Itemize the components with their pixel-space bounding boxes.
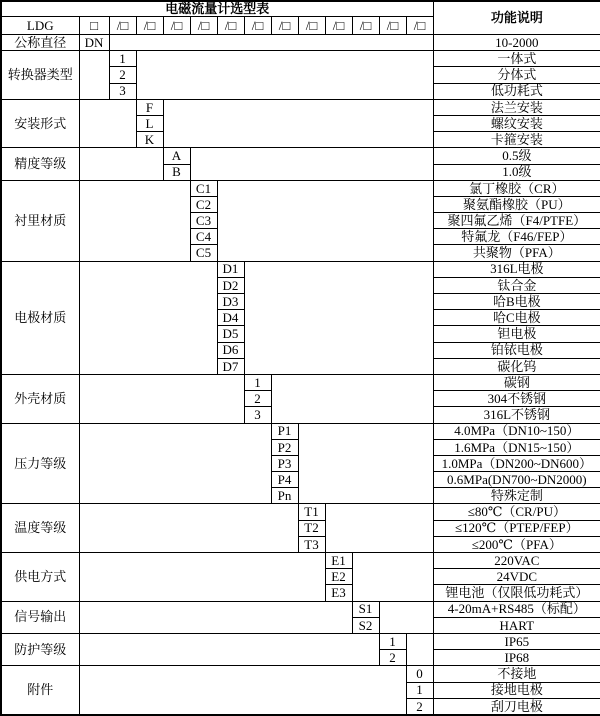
code-cell: C4 xyxy=(190,229,217,245)
code-cell: 1 xyxy=(244,374,271,390)
filler-cell xyxy=(79,553,325,602)
table-row xyxy=(1,633,600,649)
model-code-segment: /□ xyxy=(271,16,298,34)
filler-cell xyxy=(352,553,433,602)
model-prefix: LDG xyxy=(1,16,79,34)
code-cell: P3 xyxy=(271,455,298,471)
table-row xyxy=(1,180,600,196)
filler-cell xyxy=(163,99,433,148)
model-code-segment: /□ xyxy=(352,16,379,34)
table-row xyxy=(1,99,600,115)
model-code-segment: /□ xyxy=(406,16,433,34)
desc-cell: 聚氨酯橡胶（PU） xyxy=(433,196,600,212)
code-cell: B xyxy=(163,164,190,180)
filler-cell xyxy=(298,423,433,504)
code-cell: F xyxy=(136,99,163,115)
table-row xyxy=(1,35,600,51)
filler-cell xyxy=(217,180,433,261)
filler-cell xyxy=(79,99,136,148)
code-cell: 1 xyxy=(379,633,406,649)
model-code-segment: /□ xyxy=(109,16,136,34)
desc-cell: 锂电池（仅限低功耗式） xyxy=(433,585,600,601)
desc-cell: 特殊定制 xyxy=(433,488,600,504)
desc-cell: 哈C电极 xyxy=(433,310,600,326)
code-cell: C1 xyxy=(190,180,217,196)
desc-cell: 钛合金 xyxy=(433,277,600,293)
code-cell: E1 xyxy=(325,553,352,569)
desc-cell: HART xyxy=(433,617,600,633)
desc-cell: ≤80℃（CR/PU） xyxy=(433,504,600,520)
desc-cell: 一体式 xyxy=(433,51,600,67)
desc-cell: 0.6MPa(DN700~DN2000) xyxy=(433,472,600,488)
desc-cell: 哈B电极 xyxy=(433,294,600,310)
filler-cell xyxy=(79,51,109,100)
desc-cell: 304不锈钢 xyxy=(433,391,600,407)
model-code-box: □ xyxy=(79,16,109,34)
filler-cell xyxy=(79,504,298,553)
group-label: 防护等级 xyxy=(1,633,79,665)
group-label: 压力等级 xyxy=(1,423,79,504)
desc-cell: ≤200℃（PFA） xyxy=(433,536,600,552)
model-code-segment: /□ xyxy=(217,16,244,34)
desc-cell: 316L不锈钢 xyxy=(433,407,600,423)
table-row xyxy=(1,51,600,67)
filler-cell xyxy=(79,148,163,180)
code-cell: T3 xyxy=(298,536,325,552)
code-cell: 2 xyxy=(406,698,433,715)
filler-cell xyxy=(379,601,433,633)
group-label: 衬里材质 xyxy=(1,180,79,261)
filler-cell xyxy=(325,504,433,553)
code-cell: K xyxy=(136,132,163,148)
group-label: 附件 xyxy=(1,666,79,715)
filler-cell xyxy=(109,35,433,51)
desc-cell: 1.6MPa（DN15~150） xyxy=(433,439,600,455)
code-cell: E2 xyxy=(325,569,352,585)
table-row xyxy=(1,148,600,164)
code-cell: A xyxy=(163,148,190,164)
code-cell: P2 xyxy=(271,439,298,455)
desc-cell: 1.0级 xyxy=(433,164,600,180)
code-cell: C3 xyxy=(190,213,217,229)
model-code-segment: /□ xyxy=(325,16,352,34)
group-label: 安装形式 xyxy=(1,99,79,148)
desc-cell: 碳化钨 xyxy=(433,358,600,374)
table-row xyxy=(1,504,600,520)
desc-cell: 316L电极 xyxy=(433,261,600,277)
code-cell: D7 xyxy=(217,358,244,374)
desc-cell: 接地电极 xyxy=(433,682,600,698)
code-cell: 3 xyxy=(244,407,271,423)
table-row xyxy=(1,423,600,439)
desc-cell: 220VAC xyxy=(433,553,600,569)
code-cell: D1 xyxy=(217,261,244,277)
filler-cell xyxy=(79,633,379,665)
table-row xyxy=(1,261,600,277)
code-cell: S2 xyxy=(352,617,379,633)
model-code-segment: /□ xyxy=(244,16,271,34)
group-label: 信号输出 xyxy=(1,601,79,633)
desc-cell: 特氟龙（F46/FEP） xyxy=(433,229,600,245)
code-cell: D4 xyxy=(217,310,244,326)
desc-cell: 氯丁橡胶（CR） xyxy=(433,180,600,196)
code-cell: L xyxy=(136,115,163,131)
filler-cell xyxy=(136,51,433,100)
model-code-segment: /□ xyxy=(190,16,217,34)
desc-cell: 刮刀电极 xyxy=(433,698,600,715)
filler-cell xyxy=(79,601,352,633)
table-row xyxy=(1,666,600,682)
code-cell: P1 xyxy=(271,423,298,439)
code-cell: E3 xyxy=(325,585,352,601)
code-cell: D6 xyxy=(217,342,244,358)
desc-cell: 卡箍安装 xyxy=(433,132,600,148)
filler-cell xyxy=(271,374,433,423)
model-code-segment: /□ xyxy=(163,16,190,34)
desc-cell: 不接地 xyxy=(433,666,600,682)
filler-cell xyxy=(79,261,217,374)
group-label: 电极材质 xyxy=(1,261,79,374)
group-label: 外壳材质 xyxy=(1,374,79,423)
filler-cell xyxy=(79,180,190,261)
filler-cell xyxy=(79,666,406,715)
desc-cell: IP68 xyxy=(433,650,600,666)
desc-cell: 0.5级 xyxy=(433,148,600,164)
code-cell: 1 xyxy=(109,51,136,67)
code-cell: C5 xyxy=(190,245,217,261)
code-cell: 0 xyxy=(406,666,433,682)
code-cell: C2 xyxy=(190,196,217,212)
model-code-segment: /□ xyxy=(136,16,163,34)
desc-cell: 聚四氟乙烯（F4/PTFE） xyxy=(433,213,600,229)
table-row xyxy=(1,553,600,569)
desc-cell: 钽电极 xyxy=(433,326,600,342)
code-cell: T1 xyxy=(298,504,325,520)
code-cell: D3 xyxy=(217,294,244,310)
desc-cell: 10-2000 xyxy=(433,35,600,51)
page-title: 电磁流量计选型表 xyxy=(1,1,433,16)
desc-cell: 铂铱电极 xyxy=(433,342,600,358)
code-cell: S1 xyxy=(352,601,379,617)
desc-cell: IP65 xyxy=(433,633,600,649)
desc-cell: ≤120℃（PTEP/FEP） xyxy=(433,520,600,536)
desc-cell: 4.0MPa（DN10~150） xyxy=(433,423,600,439)
code-cell: D5 xyxy=(217,326,244,342)
group-label: 温度等级 xyxy=(1,504,79,553)
filler-cell xyxy=(79,423,271,504)
code-cell: 1 xyxy=(406,682,433,698)
function-column-header: 功能说明 xyxy=(433,1,600,35)
desc-cell: 螺纹安装 xyxy=(433,115,600,131)
code-cell: 3 xyxy=(109,83,136,99)
code-cell: T2 xyxy=(298,520,325,536)
group-label: 精度等级 xyxy=(1,148,79,180)
code-cell: 2 xyxy=(379,650,406,666)
table-row xyxy=(1,1,600,16)
desc-cell: 分体式 xyxy=(433,67,600,83)
table-row xyxy=(1,374,600,390)
desc-cell: 24VDC xyxy=(433,569,600,585)
desc-cell: 共聚物（PFA） xyxy=(433,245,600,261)
group-label: 公称直径 xyxy=(1,35,79,51)
desc-cell: 4-20mA+RS485（标配） xyxy=(433,601,600,617)
code-cell: DN xyxy=(79,35,109,51)
code-cell: 2 xyxy=(109,67,136,83)
desc-cell: 法兰安装 xyxy=(433,99,600,115)
filler-cell xyxy=(190,148,433,180)
code-cell: P4 xyxy=(271,472,298,488)
code-cell: D2 xyxy=(217,277,244,293)
desc-cell: 碳钢 xyxy=(433,374,600,390)
group-label: 供电方式 xyxy=(1,553,79,602)
model-code-segment: /□ xyxy=(298,16,325,34)
table-row xyxy=(1,601,600,617)
code-cell: 2 xyxy=(244,391,271,407)
group-label: 转换器类型 xyxy=(1,51,79,100)
filler-cell xyxy=(79,374,244,423)
filler-cell xyxy=(244,261,433,374)
code-cell: Pn xyxy=(271,488,298,504)
desc-cell: 1.0MPa（DN200~DN600） xyxy=(433,455,600,471)
desc-cell: 低功耗式 xyxy=(433,83,600,99)
model-code-segment: /□ xyxy=(379,16,406,34)
filler-cell xyxy=(406,633,433,665)
